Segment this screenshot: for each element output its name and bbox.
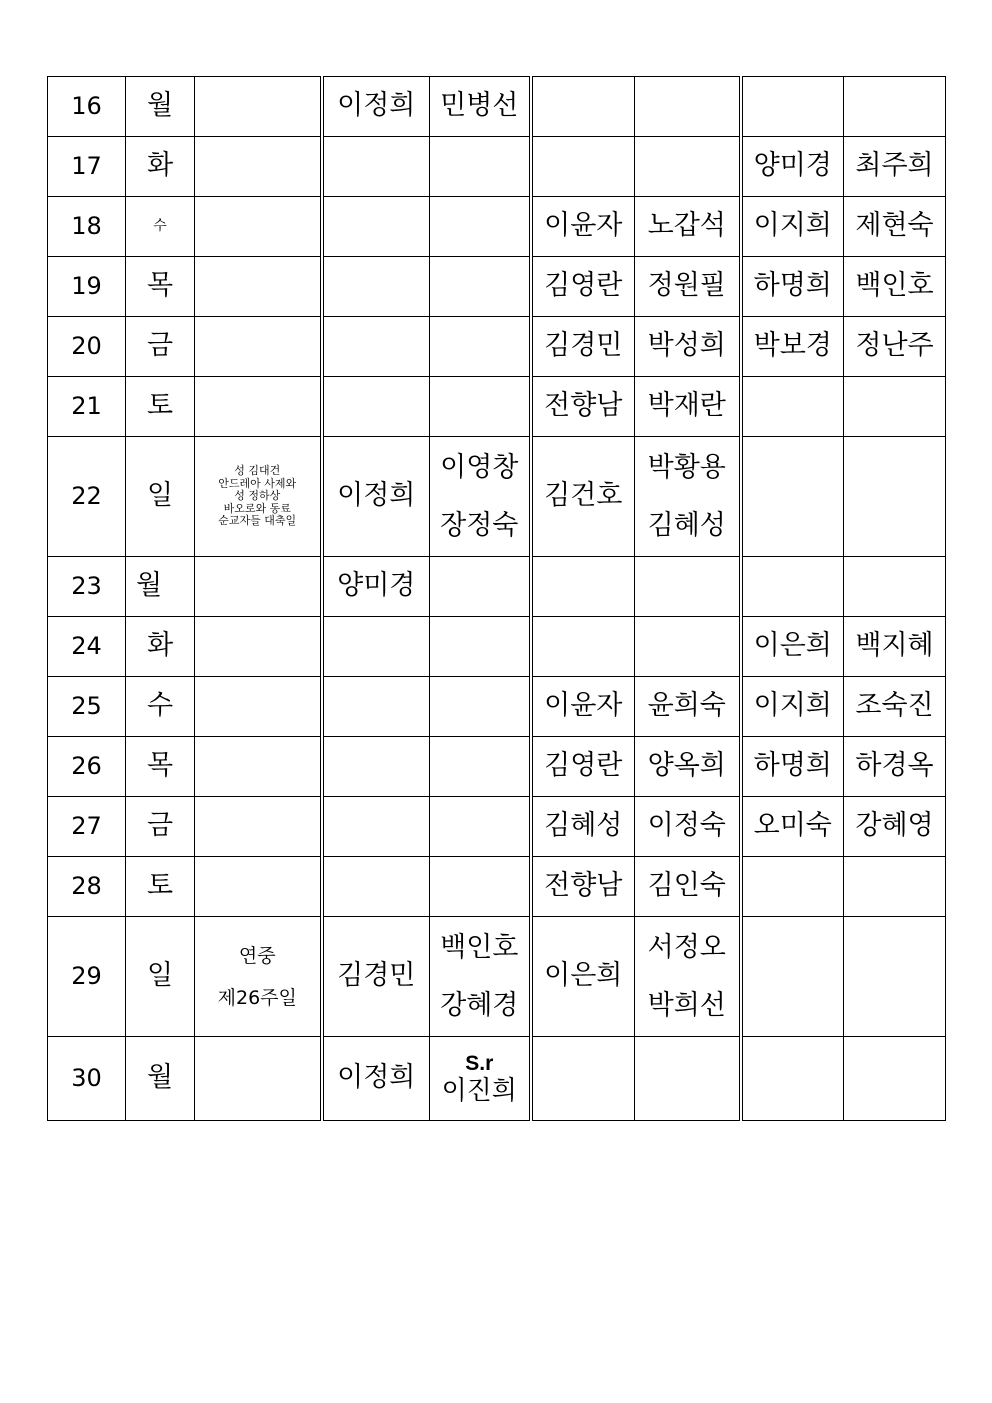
schedule-body <box>48 77 946 1121</box>
feast-cell <box>195 437 322 557</box>
day-cell: 16 <box>48 77 126 137</box>
name-cell-c4: 정원필 <box>635 257 741 317</box>
name-cell-c1: 양미경 <box>322 557 430 617</box>
name-cell-c3: 김경민 <box>531 317 635 377</box>
table-row <box>48 737 946 797</box>
name-cell-c1: 이정희 <box>322 1037 430 1121</box>
day-cell: 29 <box>48 917 126 1037</box>
weekday-cell: 토 <box>126 857 195 917</box>
name-cell-c2 <box>430 137 531 197</box>
feast-cell <box>195 677 322 737</box>
name-cell-c2 <box>430 617 531 677</box>
feast-cell <box>195 1037 322 1121</box>
name-cell-c3 <box>531 1037 635 1121</box>
table-row <box>48 77 946 137</box>
name-cell-c5 <box>741 857 844 917</box>
day-cell: 23 <box>48 557 126 617</box>
name-cell-c6 <box>844 857 946 917</box>
weekday-cell: 목 <box>126 257 195 317</box>
name-cell-c4 <box>635 557 741 617</box>
day-cell: 28 <box>48 857 126 917</box>
name-cell-c1 <box>322 377 430 437</box>
name-cell-c3: 김영란 <box>531 257 635 317</box>
name-cell-c2 <box>430 797 531 857</box>
day-cell: 24 <box>48 617 126 677</box>
day-cell: 27 <box>48 797 126 857</box>
name-cell-c5 <box>741 77 844 137</box>
name-cell-c6: 강혜영 <box>844 797 946 857</box>
name-line: 박희선 <box>647 989 726 1021</box>
name-cell-c2 <box>430 737 531 797</box>
weekday-cell: 수 <box>126 677 195 737</box>
table-row <box>48 917 946 1037</box>
feast-cell <box>195 197 322 257</box>
name-cell-c2 <box>430 557 531 617</box>
name-cell-c4: 윤희숙 <box>635 677 741 737</box>
feast-cell <box>195 377 322 437</box>
name-cell-c6 <box>844 77 946 137</box>
name-cell-c1: 김경민 <box>322 917 430 1037</box>
table-row <box>48 197 946 257</box>
table-row <box>48 257 946 317</box>
name-cell-c1 <box>322 857 430 917</box>
day-cell: 17 <box>48 137 126 197</box>
name-cell-c2 <box>430 917 531 1037</box>
weekday-cell: 월 <box>126 77 195 137</box>
name-cell-c6 <box>844 1037 946 1121</box>
name-cell-c3: 김건호 <box>531 437 635 557</box>
weekday-cell: 금 <box>126 317 195 377</box>
name-cell-c3 <box>531 617 635 677</box>
name-cell-c4 <box>635 437 741 557</box>
day-cell: 25 <box>48 677 126 737</box>
name-cell-c6: 제현숙 <box>844 197 946 257</box>
feast-line: 안드레아 사제와 <box>218 476 297 490</box>
name-cell-c6 <box>844 377 946 437</box>
table-row <box>48 797 946 857</box>
name-cell-c3: 김혜성 <box>531 797 635 857</box>
name-line: 박황용 <box>647 451 726 483</box>
name-cell-c4 <box>635 1037 741 1121</box>
name-cell-c2 <box>430 677 531 737</box>
name-cell-c5: 오미숙 <box>741 797 844 857</box>
weekday-cell: 일 <box>126 917 195 1037</box>
feast-cell <box>195 617 322 677</box>
name-cell-c4: 노갑석 <box>635 197 741 257</box>
name-cell-c3 <box>531 77 635 137</box>
name-cell-c1 <box>322 137 430 197</box>
name-cell-c6: 백인호 <box>844 257 946 317</box>
feast-line: 성 김대건 <box>234 464 281 478</box>
name-cell-c2 <box>430 197 531 257</box>
name-cell-c2 <box>430 317 531 377</box>
feast-line: 연중 <box>238 944 276 967</box>
weekday-cell: 화 <box>126 137 195 197</box>
weekday-cell: 월 <box>126 1037 195 1121</box>
name-cell-c2 <box>430 257 531 317</box>
day-cell: 22 <box>48 437 126 557</box>
name-cell-c5 <box>741 557 844 617</box>
name-cell-c1 <box>322 737 430 797</box>
name-cell-c3: 김영란 <box>531 737 635 797</box>
name-cell-c1: 이정희 <box>322 437 430 557</box>
feast-cell <box>195 737 322 797</box>
weekday-cell: 수 <box>126 197 195 257</box>
weekday-cell: 토 <box>126 377 195 437</box>
name-cell-c6: 백지혜 <box>844 617 946 677</box>
name-cell-c6: 정난주 <box>844 317 946 377</box>
feast-cell <box>195 917 322 1037</box>
name-cell-c6 <box>844 437 946 557</box>
name-cell-c1 <box>322 617 430 677</box>
sr-title: S.r <box>465 1051 494 1075</box>
weekday-cell: 일 <box>126 437 195 557</box>
name-cell-c5: 양미경 <box>741 137 844 197</box>
name-cell-c5: 이지희 <box>741 197 844 257</box>
name-cell-c6 <box>844 917 946 1037</box>
name-cell-c2 <box>430 437 531 557</box>
name-cell-c4: 박재란 <box>635 377 741 437</box>
name-cell-c3: 이윤자 <box>531 197 635 257</box>
feast-line: 바오로와 동료 <box>223 501 291 515</box>
name-cell-c5: 하명희 <box>741 257 844 317</box>
sr-name: 이진희 <box>441 1075 517 1106</box>
name-cell-c2: 민병선 <box>430 77 531 137</box>
name-cell-c1 <box>322 677 430 737</box>
name-cell-c4 <box>635 137 741 197</box>
name-cell-c5 <box>741 437 844 557</box>
feast-cell <box>195 77 322 137</box>
name-cell-c3: 전향남 <box>531 377 635 437</box>
name-cell-c5 <box>741 377 844 437</box>
name-cell-c3 <box>531 557 635 617</box>
name-line: 백인호 <box>440 931 519 963</box>
weekday-cell: 화 <box>126 617 195 677</box>
day-cell: 30 <box>48 1037 126 1121</box>
day-cell: 26 <box>48 737 126 797</box>
name-cell-c1 <box>322 317 430 377</box>
day-cell: 20 <box>48 317 126 377</box>
table-row <box>48 677 946 737</box>
name-cell-c5: 하명희 <box>741 737 844 797</box>
table-row <box>48 137 946 197</box>
table-row <box>48 617 946 677</box>
name-cell-c4: 김인숙 <box>635 857 741 917</box>
name-line: 김혜성 <box>647 509 726 541</box>
name-cell-c1 <box>322 797 430 857</box>
name-cell-c6: 조숙진 <box>844 677 946 737</box>
weekday-cell: 월 <box>126 557 195 617</box>
feast-cell <box>195 857 322 917</box>
name-cell-c6 <box>844 557 946 617</box>
feast-cell <box>195 557 322 617</box>
feast-line: 성 정하상 <box>234 489 281 503</box>
name-cell-c1 <box>322 257 430 317</box>
day-cell: 19 <box>48 257 126 317</box>
feast-cell <box>195 797 322 857</box>
name-cell-c3: 이윤자 <box>531 677 635 737</box>
feast-cell <box>195 317 322 377</box>
name-cell-c3: 전향남 <box>531 857 635 917</box>
name-cell-c4: 양옥희 <box>635 737 741 797</box>
name-cell-c4 <box>635 617 741 677</box>
name-cell-c5: 이지희 <box>741 677 844 737</box>
name-line: 서정오 <box>647 931 726 963</box>
name-cell-c1: 이정희 <box>322 77 430 137</box>
name-line: 장정숙 <box>440 509 519 541</box>
name-cell-c6: 최주희 <box>844 137 946 197</box>
weekday-cell: 금 <box>126 797 195 857</box>
name-cell-c4 <box>635 77 741 137</box>
name-cell-c6: 하경옥 <box>844 737 946 797</box>
feast-cell <box>195 137 322 197</box>
feast-line: 제26주일 <box>217 986 297 1009</box>
feast-line: 순교자들 대축일 <box>218 514 297 528</box>
table-row <box>48 377 946 437</box>
name-cell-c4 <box>635 917 741 1037</box>
name-cell-c4: 박성희 <box>635 317 741 377</box>
name-cell-c3: 이은희 <box>531 917 635 1037</box>
day-cell: 21 <box>48 377 126 437</box>
weekday-cell: 목 <box>126 737 195 797</box>
day-cell: 18 <box>48 197 126 257</box>
name-cell-c5 <box>741 917 844 1037</box>
name-cell-c2 <box>430 1037 531 1121</box>
name-cell-c5: 박보경 <box>741 317 844 377</box>
name-cell-c2 <box>430 857 531 917</box>
name-cell-c5 <box>741 1037 844 1121</box>
name-line: 이영창 <box>440 451 519 483</box>
table-row <box>48 437 946 557</box>
table-row <box>48 557 946 617</box>
table-row <box>48 1037 946 1121</box>
name-line: 강혜경 <box>440 989 519 1021</box>
feast-cell <box>195 257 322 317</box>
table-row <box>48 317 946 377</box>
name-cell-c4: 이정숙 <box>635 797 741 857</box>
name-cell-c5: 이은희 <box>741 617 844 677</box>
name-cell-c2 <box>430 377 531 437</box>
name-cell-c3 <box>531 137 635 197</box>
schedule-table <box>47 76 946 1121</box>
table-row <box>48 857 946 917</box>
name-cell-c1 <box>322 197 430 257</box>
